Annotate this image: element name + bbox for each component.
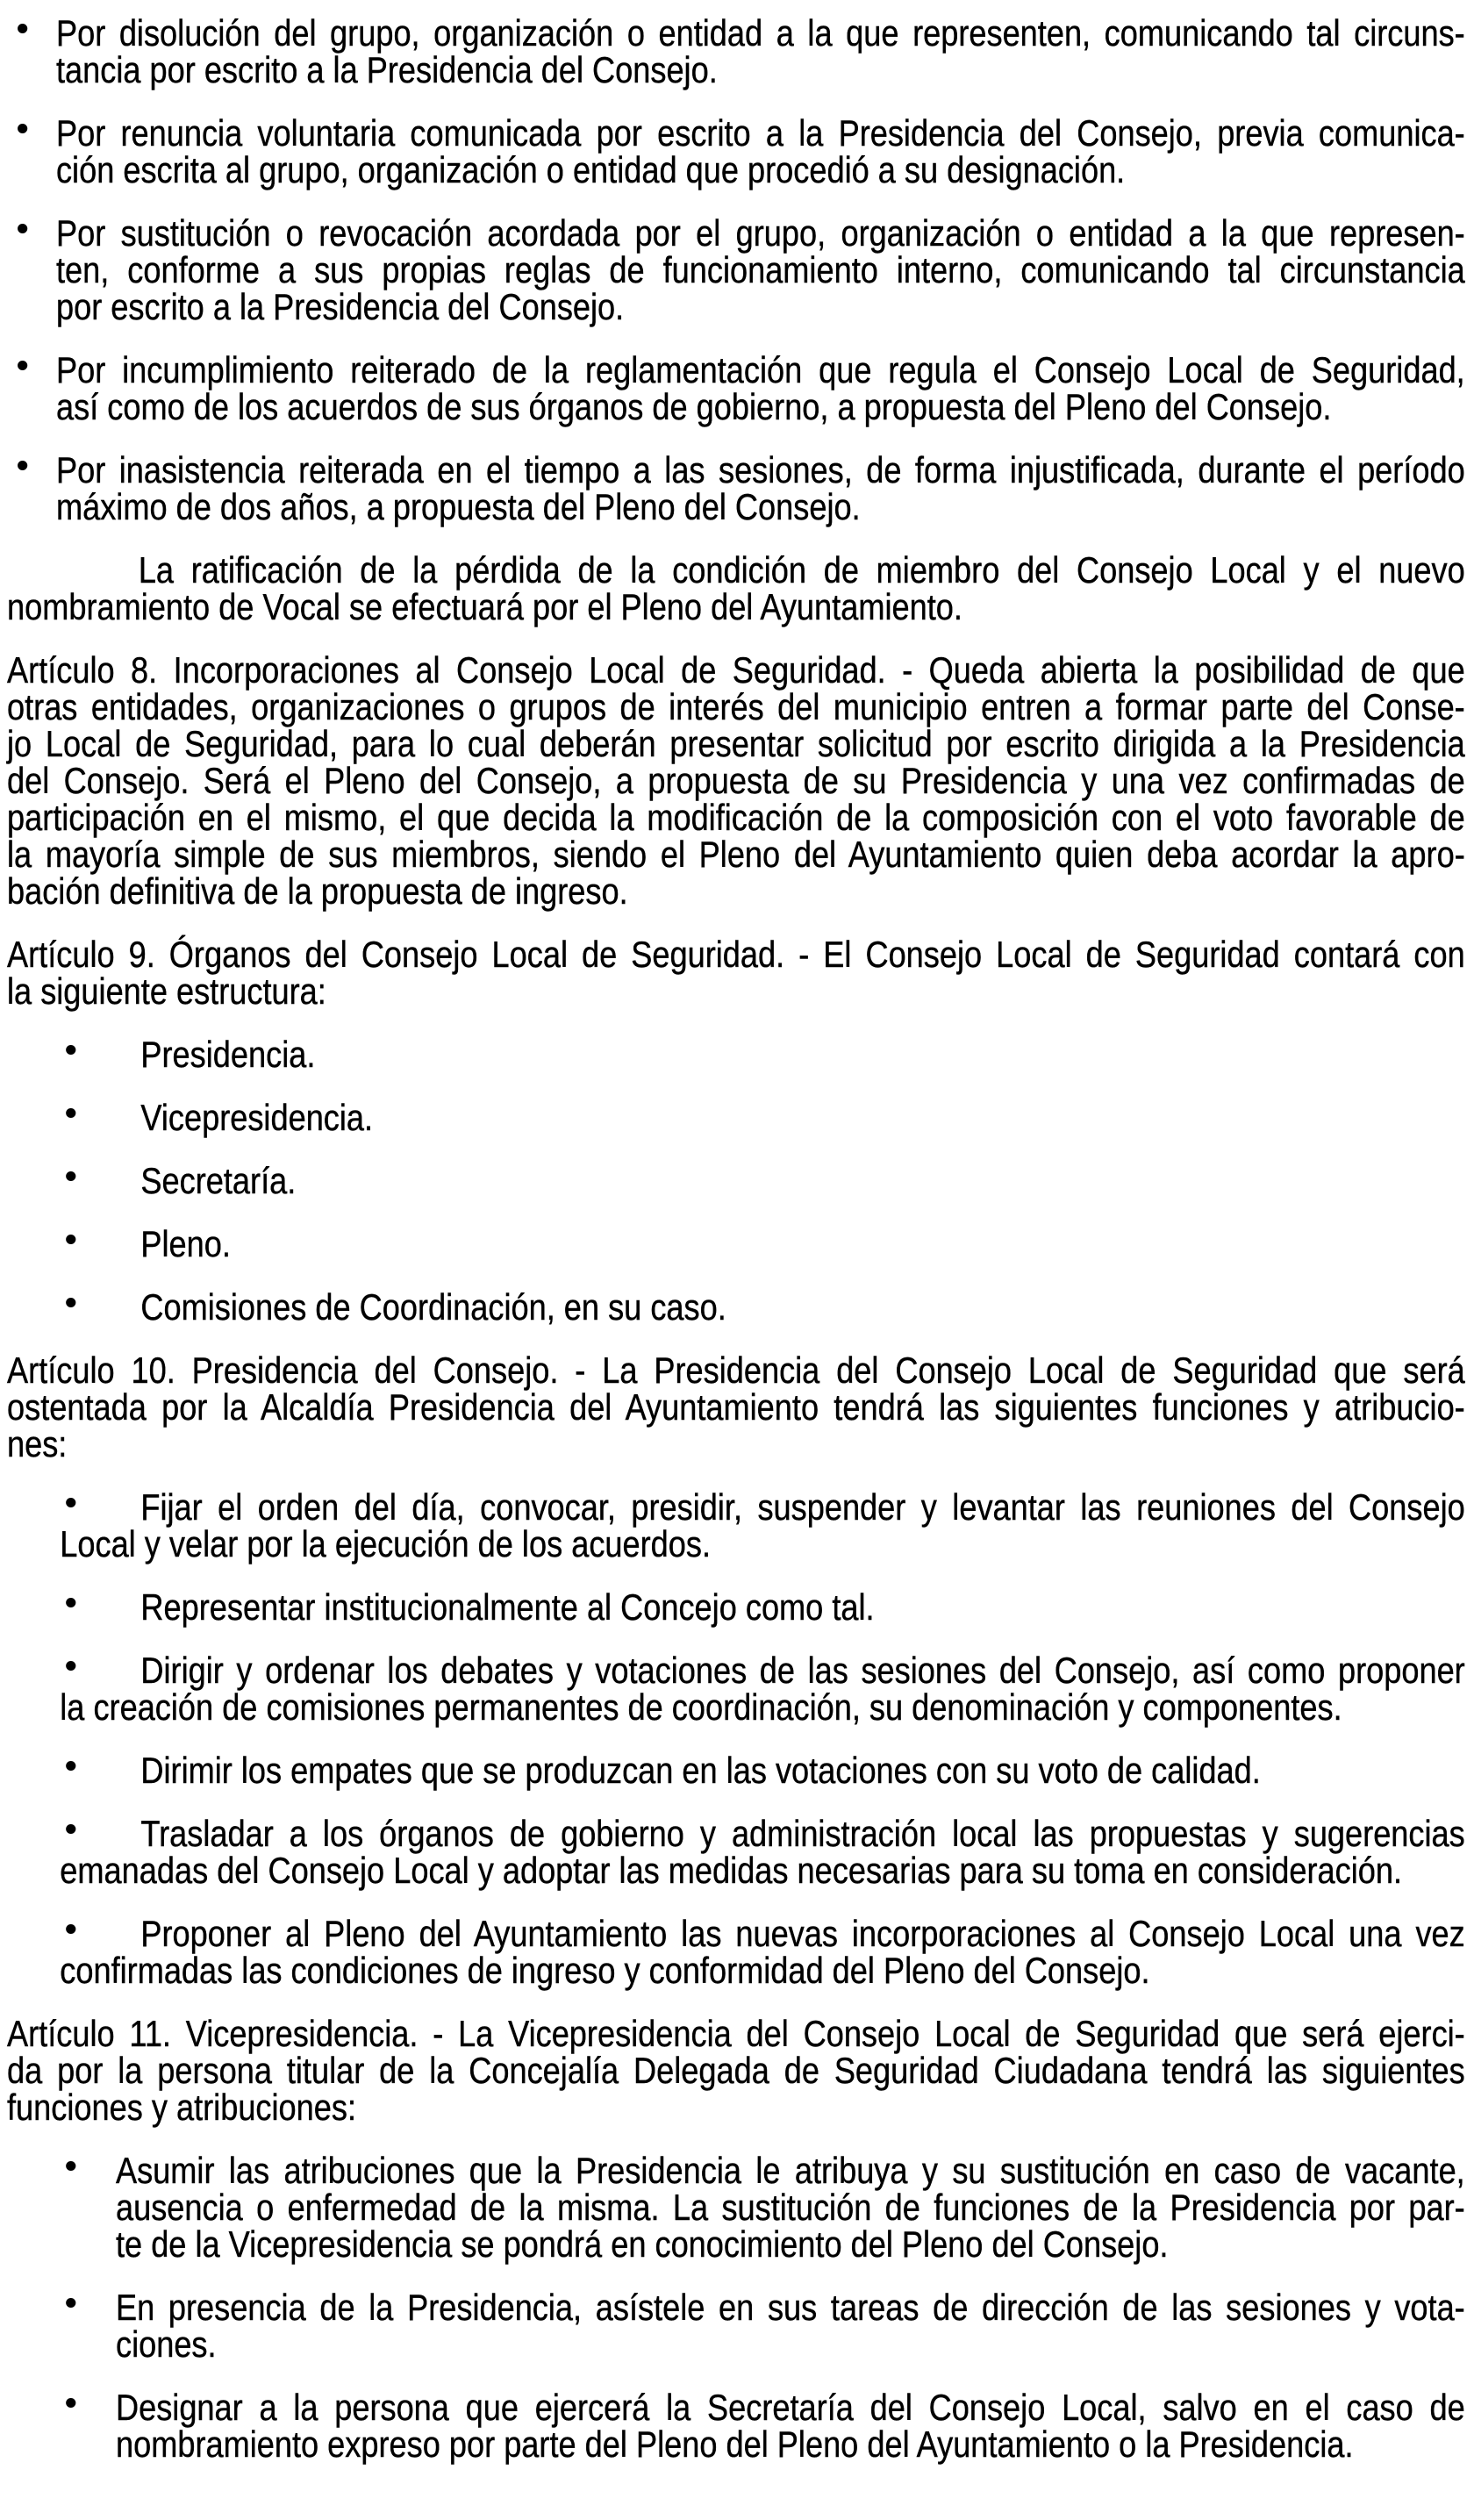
text-line: Comisiones de Coordinación, en su caso. <box>140 1286 726 1328</box>
text-line: Asumir las atribuciones que la Presidencia le atribuya y su sustitución en caso de vacante, <box>115 2150 1465 2191</box>
text-line: ausencia o enfermedad de la misma. La sustitución de funciones de la Presidencia por par- <box>115 2187 1465 2228</box>
text-line: Por disolución del grupo, organización o entidad a la que representen, comunicando tal circuns- <box>55 12 1465 54</box>
text-line: ción escrita al grupo, organización o entidad que procedió a su designación. <box>55 149 1126 190</box>
text-line: confirmadas las condiciones de ingreso y conformidad del Pleno del Consejo. <box>60 1950 1150 1991</box>
bullet-item <box>116 2389 1465 2463</box>
bullet-icon <box>18 224 27 233</box>
text-line: ten, conforme a sus propias reglas de funcionamiento interno, comunicando tal circunstancia <box>55 249 1465 290</box>
bullet-icon <box>66 1298 75 1307</box>
bullet-icon <box>18 361 27 370</box>
text-line: Dirigir y ordenar los debates y votaciones de las sesiones del Consejo, así como proponer <box>140 1650 1465 1691</box>
text-line: Por incumplimiento reiterado de la reglamentación que regula el Consejo Local de Seguridad, <box>55 349 1465 390</box>
text-line: jo Local de Seguridad, para lo cual deberán presentar solicitud por escrito dirigida a la Presidencia <box>7 723 1465 764</box>
text-line: ostentada por la Alcaldía Presidencia del Ayuntamiento tendrá las siguientes funciones y atribucio- <box>7 1386 1465 1428</box>
bullet-icon <box>66 1924 75 1934</box>
paragraph <box>7 2015 1465 2126</box>
text-line: la siguiente estructura: <box>7 970 326 1012</box>
text-line: Secretaría. <box>140 1160 297 1201</box>
bullet-item <box>116 2152 1465 2263</box>
text-line: del Consejo. Será el Pleno del Consejo, a propuesta de su Presidencia y una vez confirmadas de <box>7 760 1465 801</box>
bullet-item <box>60 1286 1464 1328</box>
bullet-item <box>60 1586 1464 1628</box>
bullet-icon <box>66 1661 75 1671</box>
text-line: Dirimir los empates que se produzcan en las votaciones con su voto de calidad. <box>140 1750 1261 1791</box>
text-line: te de la Vicepresidencia se pondrá en conocimiento del Pleno del Consejo. <box>115 2223 1169 2265</box>
text-line: participación en el mismo, el que decida la modificación de la composición con el voto favorable de <box>7 797 1465 838</box>
text-line: funciones y atribuciones: <box>7 2087 357 2128</box>
text-line: Representar institucionalmente al Concejo como tal. <box>140 1586 875 1628</box>
text-line: Presidencia. <box>140 1034 316 1075</box>
text-line: Fijar el orden del día, convocar, presidir, suspender y levantar las reuniones del Consejo <box>140 1486 1465 1528</box>
bullet-icon <box>66 2161 75 2171</box>
bullet-item <box>60 1223 1464 1264</box>
bullet-item <box>55 112 1465 190</box>
text-line: Proponer al Pleno del Ayuntamiento las nuevas incorporaciones al Consejo Local una vez <box>140 1913 1465 1954</box>
bullet-icon <box>66 1761 75 1771</box>
text-line: nombramiento de Vocal se efectuará por el Pleno del Ayuntamiento. <box>7 586 962 627</box>
bullet-item <box>60 1815 1464 1889</box>
bullet-icon <box>18 124 27 133</box>
text-line: bación definitiva de la propuesta de ingreso. <box>7 870 628 912</box>
text-line: da por la persona titular de la Concejalía Delegada de Seguridad Ciudadana tendrá las siguientes <box>7 2050 1465 2091</box>
bullet-icon <box>18 24 27 33</box>
bullet-icon <box>66 1824 75 1834</box>
text-line: así como de los acuerdos de sus órganos de gobierno, a propuesta del Pleno del Consejo. <box>55 386 1332 427</box>
text-line: la creación de comisiones permanentes de coordinación, su denominación y componentes. <box>60 1686 1342 1728</box>
text-line: ciones. <box>115 2323 217 2365</box>
bullet-icon <box>18 461 27 470</box>
bullet-item <box>60 1915 1464 1989</box>
bullet-icon <box>66 1045 75 1055</box>
bullet-icon <box>66 2398 75 2408</box>
text-line: Artículo 11. Vicepresidencia. - La Vicepresidencia del Consejo Local de Seguridad que será ejerci- <box>7 2013 1465 2054</box>
bullet-item <box>60 1036 1464 1073</box>
bullet-item <box>55 449 1465 527</box>
bullet-item <box>55 212 1465 327</box>
bullet-item <box>60 1099 1464 1136</box>
text-line: Por inasistencia reiterada en el tiempo a las sesiones, de forma injustificada, durante el período <box>55 449 1465 490</box>
bullet-icon <box>66 1108 75 1118</box>
bullet-icon <box>66 1235 75 1244</box>
text-line: tancia por escrito a la Presidencia del Consejo. <box>55 49 718 90</box>
paragraph <box>7 649 1465 912</box>
text-line: Trasladar a los órganos de gobierno y administración local las propuestas y sugerencias <box>140 1813 1465 1854</box>
bullet-item <box>60 1752 1464 1789</box>
text-line: Artículo 8. Incorporaciones al Consejo Local de Seguridad. - Queda abierta la posibilidad de que <box>7 649 1465 691</box>
text-line: por escrito a la Presidencia del Consejo. <box>55 286 625 327</box>
text-line: emanadas del Consejo Local y adoptar las medidas necesarias para su toma en consideración. <box>60 1850 1403 1891</box>
text-line: Artículo 10. Presidencia del Consejo. - La Presidencia del Consejo Local de Seguridad que será <box>7 1349 1465 1391</box>
text-line: nombramiento expreso por parte del Pleno del Pleno del Ayuntamiento o la Presidencia. <box>115 2423 1354 2465</box>
paragraph <box>7 936 1465 1010</box>
bullet-item <box>55 12 1465 90</box>
text-line: otras entidades, organizaciones o grupos de interés del municipio entren a formar parte del Conse- <box>7 686 1465 727</box>
text-line: nes: <box>7 1423 68 1464</box>
text-line: máximo de dos años, a propuesta del Pleno del Consejo. <box>55 486 861 527</box>
text-line: En presencia de la Presidencia, asístele en sus tareas de dirección de las sesiones y vota- <box>115 2287 1465 2328</box>
text-line: Vicepresidencia. <box>140 1097 374 1138</box>
text-line: Por renuncia voluntaria comunicada por escrito a la Presidencia del Consejo, previa comunica- <box>55 112 1465 154</box>
text-line: Designar a la persona que ejercerá la Secretaría del Consejo Local, salvo en el caso de <box>115 2387 1465 2428</box>
text-line: la mayoría simple de sus miembros, siendo el Pleno del Ayuntamiento quien deba acordar la apro- <box>7 834 1465 875</box>
paragraph <box>7 1349 1465 1464</box>
text-line: Artículo 9. Órganos del Consejo Local de Seguridad. - El Consejo Local de Seguridad contará con <box>7 934 1465 975</box>
document-page <box>7 0 1465 2463</box>
bullet-item <box>60 1486 1465 1564</box>
bullet-item <box>55 349 1465 427</box>
bullet-icon <box>66 1598 75 1607</box>
text-line: Pleno. <box>140 1223 231 1264</box>
text-line: La ratificación de la pérdida de la condición de miembro del Consejo Local y el nuevo <box>138 549 1465 591</box>
bullet-item <box>60 1652 1464 1726</box>
text-line: Por sustitución o revocación acordada por el grupo, organización o entidad a la que represen- <box>55 212 1465 254</box>
bullet-item <box>116 2289 1465 2363</box>
bullet-icon <box>66 1498 75 1507</box>
bullet-icon <box>66 2298 75 2308</box>
bullet-icon <box>66 1171 75 1181</box>
bullet-item <box>60 1160 1464 1201</box>
text-line: Local y velar por la ejecución de los acuerdos. <box>60 1523 712 1564</box>
paragraph <box>7 549 1465 627</box>
